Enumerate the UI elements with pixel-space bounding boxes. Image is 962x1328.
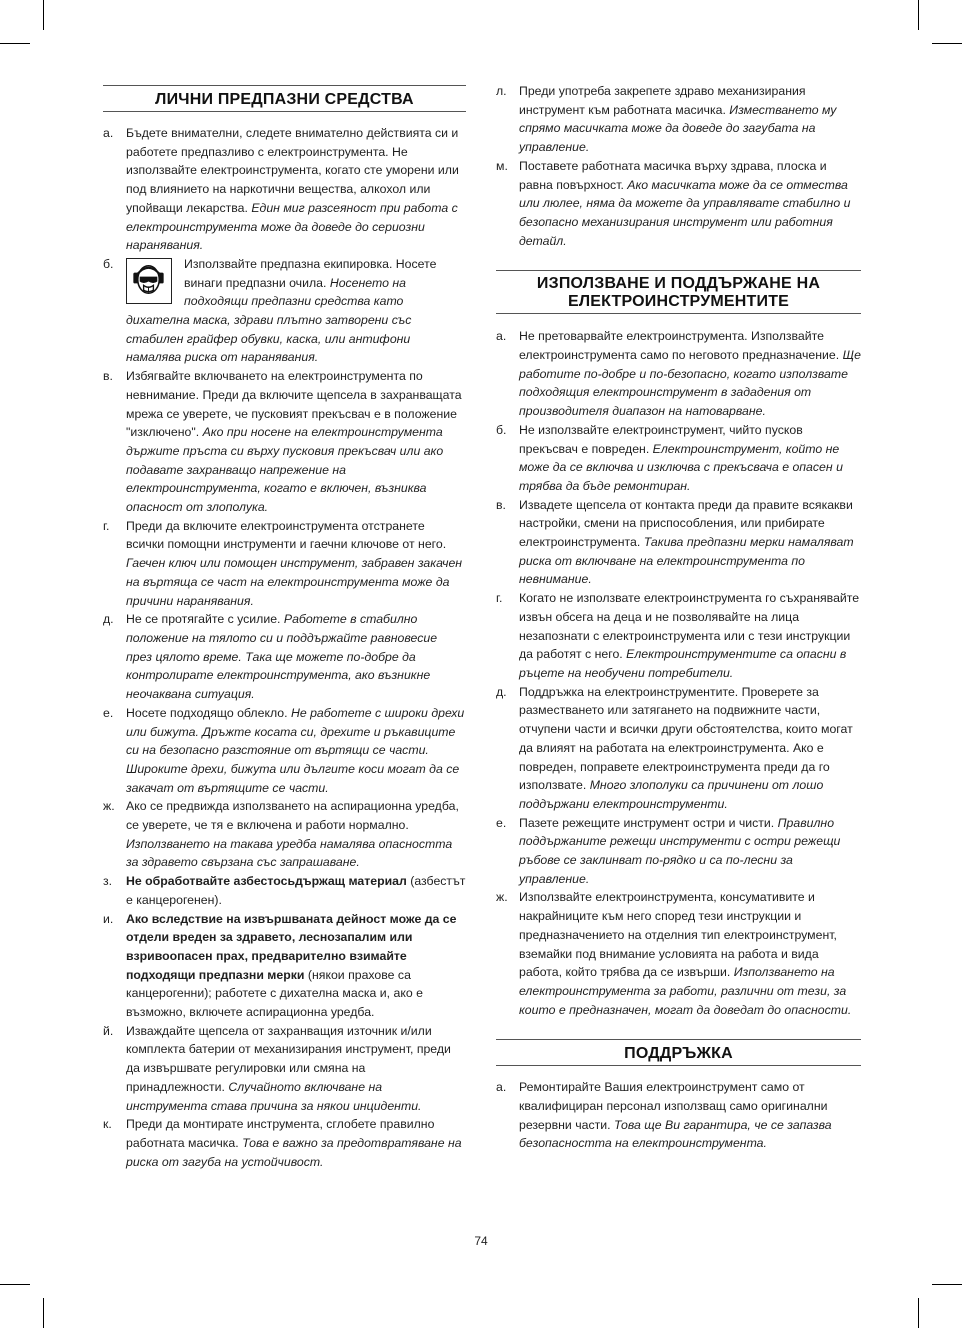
item-text: (някои прахове са канцерогенни); работете с дихателна маска и, ако е възможно, включете аспирационна уредба.	[126, 967, 423, 1020]
item-italic-text: Гаечен ключ или помощен инструмент, забравен закачен на въртяща се част на електроинструмента може да причини наранявания.	[126, 556, 463, 608]
use-and-care-list	[496, 327, 861, 1019]
item-label: к.	[103, 1117, 112, 1132]
item-label: а.	[103, 126, 114, 140]
crop-mark	[918, 1298, 919, 1328]
item-italic-text: Такива предпазни мерки намаляват риска от включване на електроинструмента по невнимание.	[519, 535, 854, 587]
item-label: в.	[496, 497, 506, 512]
item-bold-text: Ако вследствие на извършваната дейност може да се отдели вреден за здравето, леснозапалим или взривоопасен прах, предварително взимайте подходящи предпазни мерки	[126, 911, 457, 982]
item-label: л.	[496, 84, 507, 98]
item-text: Преди употреба закрепете здраво механизирания инструмент към работната масичка.	[519, 84, 806, 117]
section-heading-personal-protective: ЛИЧНИ ПРЕДПАЗНИ СРЕДСТВА	[103, 85, 466, 112]
item-label: д.	[496, 684, 507, 699]
list-item	[496, 496, 861, 590]
item-text: Не се протягайте с усилие.	[126, 612, 284, 627]
item-label: а.	[496, 1080, 507, 1095]
item-bold-text: Не обработвайте азбестосьдържащ материал	[126, 874, 407, 889]
list-item	[103, 517, 466, 611]
list-item	[496, 888, 861, 1019]
list-item	[103, 910, 466, 1022]
section-heading-use-and-care	[496, 270, 861, 314]
crop-mark	[0, 43, 30, 44]
crop-mark	[43, 0, 44, 30]
list-item	[496, 683, 861, 814]
item-text: Използвайте предпазна екипировка. Носете винаги предпазни очила.	[184, 256, 437, 290]
list-item	[103, 124, 466, 255]
item-italic-text: Електроинструментите са опасни в ръцете на необучени потребители.	[519, 647, 847, 680]
list-item	[496, 82, 861, 157]
item-text: Поддръжка на електроинструментите. Проверете за разместването или затягането на подвижните части, отчупени части и всички други обстоятелства, които могат да влияят на работата на електроинструмента. Ако е повреден, поправете електроинструмента преди да го използвате.	[519, 684, 853, 793]
item-italic-text: Това е важно за предотвратяване на риска от загуба на устойчивост.	[126, 1135, 462, 1169]
service-list	[496, 1078, 861, 1153]
list-item	[496, 814, 861, 889]
item-italic-text: Ако масичката може да се отмества или люлее, няма да можете да управлявате стабилно и безопасно механизирания инструмент или работния детайл.	[519, 177, 851, 248]
item-label: в.	[103, 369, 113, 384]
item-text: Носете подходящо облекло.	[126, 705, 291, 720]
personal-protective-list	[103, 124, 466, 1171]
item-text: Поставете работната масичка върху здрава, плоска и равна повърхност.	[519, 158, 827, 192]
item-text: Изваждайте щепсела от захранващия източник и/или комплекта батерии от механизирания инструмент, преди да извършвате регулировки или смяна на принадлежности.	[126, 1023, 451, 1094]
item-text: Преди да включите електроинструмента отстранете всички помощни инструменти и гаечни ключове от него.	[126, 518, 447, 552]
item-label: й.	[103, 1023, 114, 1038]
item-text: Извадете щепсела от контакта преди да правите всякакви настройки, смени на приспособления, или прибирате електроинструмента.	[519, 497, 853, 550]
item-italic-text: Работете в стабилно положение на тялото си и поддържайте равновесие през цялото време. Така ще можете по-добре да контролирате електроинструмента, ако възникне неочаквана ситуация.	[126, 612, 438, 702]
item-text: Ремонтирайте Вашия електроинструмент само от квалифициран персонал използващ само оригинални резервни части.	[519, 1080, 828, 1132]
heading-line-1: ИЗПОЛЗВАНЕ И ПОДДЪРЖАНЕ НА	[536, 275, 821, 293]
item-label: г.	[103, 518, 110, 533]
list-item	[103, 1022, 466, 1116]
right-column	[496, 80, 861, 1153]
item-italic-text: Използването на електроинструмента за работи, различни от тези, за които е предназначен, могат да доведат до опасности.	[519, 965, 852, 1017]
crop-mark	[932, 1284, 962, 1285]
item-text: (азбестът е канцерогенен).	[126, 874, 466, 907]
list-item	[103, 872, 466, 909]
item-label: б.	[103, 256, 114, 271]
crop-mark	[932, 43, 962, 44]
item-label: и.	[103, 911, 114, 926]
list-item	[103, 797, 466, 872]
item-italic-text: Ще работите по-добре и по-безопасно, когато използвате подходящия електроинструмент в зададения от производителя диапазон на натоварване.	[519, 348, 861, 419]
list-item	[103, 255, 466, 367]
item-label: з.	[103, 874, 113, 889]
item-text: Когато не използвате електроинструмента го съхранявайте извън обсега на деца и не позволявайте на лица незапознати с електроинструмента или с тези инструкции да работят с него.	[519, 591, 860, 662]
list-item	[103, 704, 466, 798]
safety-goggles-icon	[126, 258, 172, 304]
item-label: е.	[103, 705, 114, 720]
item-text: Не използвайте електроинструмент, чийто пусков прекъсвач е повреден.	[519, 422, 803, 456]
item-italic-text: Ако при носене на електроинструмента държите пръста си върху пусковия прекъсвач или ако подавате захранващо напрежение на електроинструмента, когато е включен, възниква опасност от злополука.	[126, 425, 444, 515]
item-label: ж.	[496, 890, 508, 905]
item-text: Преди да монтирате инструмента, сглобете правилно работната масичка.	[126, 1117, 435, 1150]
list-item	[496, 1078, 861, 1153]
item-label: г.	[496, 591, 503, 606]
list-item	[496, 157, 861, 251]
item-label: м.	[496, 158, 508, 173]
item-italic-text: Случайното включване на инструмента става причина за някои инциденти.	[126, 1079, 422, 1113]
list-item	[496, 327, 861, 421]
list-item	[496, 589, 861, 683]
item-label: б.	[496, 422, 507, 437]
heading-line-2: ЕЛЕКТРОИНСТРУМЕНТИТЕ	[567, 293, 790, 311]
item-italic-text: Изместването му спрямо масичката може да доведе до загубата на управление.	[519, 102, 837, 155]
item-text: Не претоварвайте електроинструмента. Използвайте електроинструмента само по неговото предназначение.	[519, 329, 843, 363]
left-column	[103, 80, 466, 1171]
item-italic-text: Един миг разсеяност при работа с електроинструмента може да доведе до сериозни наранявания.	[126, 200, 458, 253]
crop-mark	[0, 1284, 30, 1285]
item-text: Ако се предвижда използването на аспирационна уредба, се уверете, че тя е включена и работи нормално.	[126, 799, 459, 833]
list-item	[103, 367, 466, 517]
list-item	[103, 610, 466, 704]
section-heading-service: ПОДДРЪЖКА	[496, 1039, 861, 1066]
crop-mark	[43, 1298, 44, 1328]
item-text: Пазете режещите инструмент остри и чисти.	[519, 815, 778, 830]
crop-mark	[918, 0, 919, 30]
list-item	[103, 1115, 466, 1171]
item-italic-text: Не работете с широки дрехи или бижута. Дръжте косата си, дрехите и ръкавиците си на безопасно разстояние от въртящи се части. Широките дрехи, бижута или дългите коси могат да се закачат от въртящите се части.	[126, 705, 465, 795]
item-italic-text: Електроинструмент, който не може да се включва и изключва с прекъсвача е опасен и трябва да бъде ремонтиран.	[519, 441, 843, 493]
item-text: Бъдете внимателни, следете внимателно действията си и работете предпазливо с електроинструмента. Не използвайте електроинструмента, когато сте уморени или под влиянието на наркотични вещества, алкохол или упойващи лекарства.	[126, 126, 459, 215]
item-italic-text: Използването на такава уредба намалява опасността за здравето свързана със запрашаване.	[126, 836, 453, 870]
item-label: ж.	[103, 799, 115, 814]
item-italic-text: Това ще Ви гарантира, че се запазва безопасността на електроинструмента.	[519, 1117, 832, 1151]
item-text: Избягвайте включването на електроинструмента по невнимание. Преди да включите щепсела в захранващата мрежа се уверете, че пусковият прекъсвач е в положение "изключено".	[126, 369, 462, 440]
page-number: 74	[474, 1234, 488, 1248]
item-label: е.	[496, 815, 507, 830]
continued-list	[496, 82, 861, 250]
list-item	[496, 421, 861, 496]
item-label: а.	[496, 329, 507, 344]
item-label: д.	[103, 612, 114, 627]
item-italic-text: Правилно поддържаните режещи инструменти с остри режещи ръбове се заклинват по-рядко и са по-лесни за управление.	[519, 815, 841, 886]
item-text: Използвайте електроинструмента, консумативите и накрайниците към него според тези инструкции и предназначението на отделния тип електроинструмент, вземайки под внимание условията на работа и вида работа, който трябва да се извърши.	[519, 890, 837, 980]
item-italic-text: Носенето на подходящи предпазни средства като дихателна маска, здрави плътно затворени със стабилен грайфер обувки, каска, или антифони намалява риска от наранявания.	[126, 275, 412, 365]
item-italic-text: Много злополуки са причинени от лошо поддържани електроинструменти.	[519, 778, 824, 811]
